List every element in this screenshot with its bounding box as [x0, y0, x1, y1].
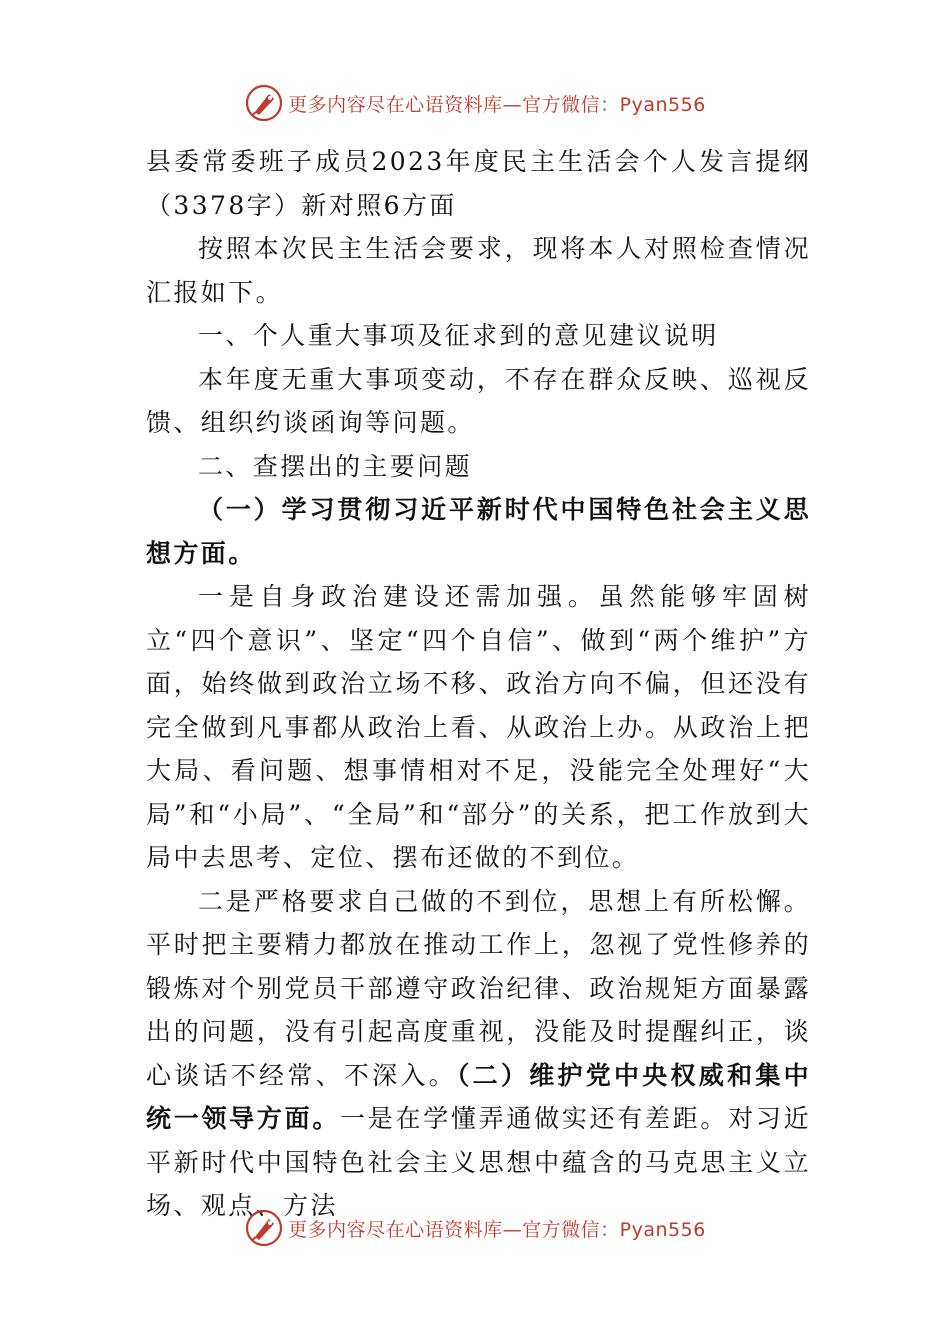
section-1-heading: 一、个人重大事项及征求到的意见建议说明 — [198, 321, 719, 350]
document-title: 县委常委班子成员2023年度民主生活会个人发言提纲（3378字）新对照6方面 — [146, 147, 811, 220]
subsection-2-heading: （二）维护党中央权威和集中统一领导方面。 — [146, 1060, 812, 1133]
footer-banner — [0, 1208, 950, 1248]
banner-text: 更多内容尽在心语资料库—官方微信：Pyan556 — [288, 93, 706, 116]
subsection-2-paragraph-1: 一是在学懂弄通做实还有差距。对习近平新时代中国特色社会主义思想中蕴含的马克思主义立场、观点、方法 — [146, 1104, 811, 1220]
subsection-1-paragraph-2-text: 二是严格要求自己做的不到位，思想上有所松懈。平时把主要精力都放在推动工作上，忽视了党性修养的锻炼对个别党员干部遵守政治纪律、政治规矩方面暴露出的问题，没有引起高度重视，没能及时提醒纠正，谈心谈话不经常、不深入。 — [146, 886, 811, 1090]
section-1-body: 本年度无重大事项变动，不存在群众反映、巡视反馈、组织约谈函询等问题。 — [146, 364, 811, 437]
pen-nib-logo-icon — [244, 1208, 284, 1248]
subsection-1-heading: （一）学习贯彻习近平新时代中国特色社会主义思想方面。 — [146, 495, 811, 568]
subsection-1-paragraph-2 — [146, 880, 811, 1228]
banner-text: 更多内容尽在心语资料库—官方微信：Pyan556 — [288, 1218, 706, 1241]
pen-nib-logo-icon — [244, 83, 284, 123]
header-banner — [0, 83, 950, 123]
subsection-1-paragraph-1: 一是自身政治建设还需加强。虽然能够牢固树立“四个意识”、坚定“四个自信”、做到“两个维护”方面，始终做到政治立场不移、政治方向不偏，但还没有完全做到凡事都从政治上看、从政治上办。从政治上把大局、看问题、想事情相对不足，没能完全处理好“大局”和“小局”、“全局”和“部分”的关系，把工作放到大局中去思考、定位、摆布还做的不到位。 — [146, 582, 811, 872]
document-body — [146, 140, 811, 1228]
section-2-heading: 二、查摆出的主要问题 — [198, 451, 473, 481]
intro-paragraph: 按照本次民主生活会要求，现将本人对照检查情况汇报如下。 — [146, 234, 811, 307]
